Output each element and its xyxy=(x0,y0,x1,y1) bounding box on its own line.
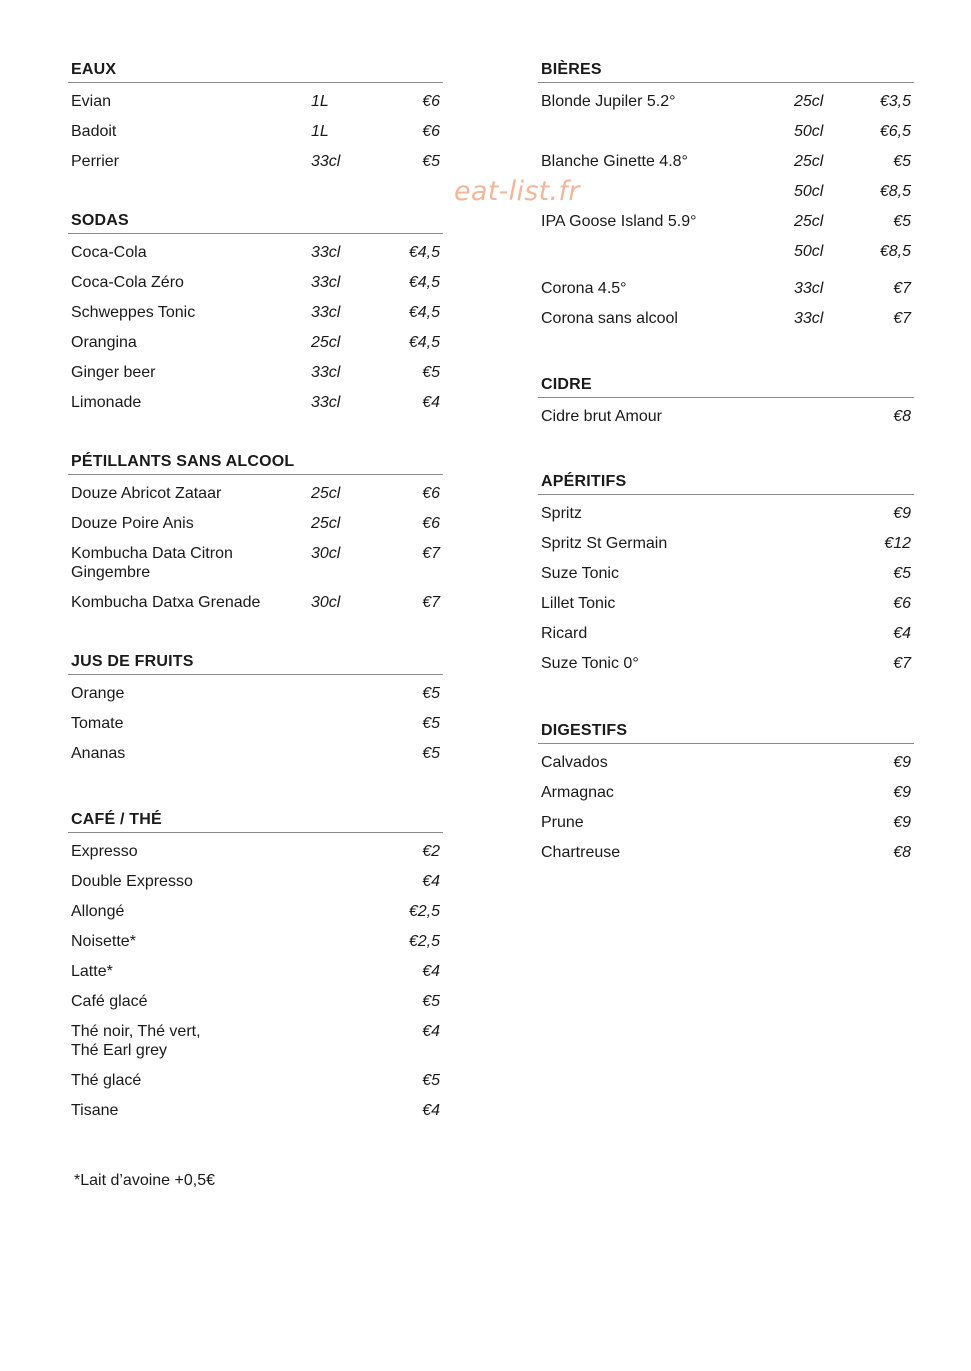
item-price: €9 xyxy=(893,784,911,801)
item-price: €4 xyxy=(893,625,911,642)
item-price: €2,5 xyxy=(408,903,440,920)
item-price: €7 xyxy=(422,594,440,611)
item-volume: 50cl xyxy=(794,183,824,200)
item-price: €4 xyxy=(422,1102,440,1119)
menu-item xyxy=(68,479,443,509)
item-name: Noisette* xyxy=(71,933,136,950)
menu-item xyxy=(538,499,914,529)
menu-item xyxy=(68,1066,443,1096)
item-price: €4 xyxy=(422,1023,440,1040)
item-volume: 33cl xyxy=(794,280,824,297)
menu-item xyxy=(538,237,914,274)
item-volume: 25cl xyxy=(311,334,341,351)
menu-item xyxy=(68,1017,443,1066)
item-price: €6 xyxy=(422,485,440,502)
item-name: Blonde Jupiler 5.2° xyxy=(541,93,676,110)
item-price: €2 xyxy=(422,843,440,860)
item-price: €7 xyxy=(893,310,911,327)
menu-item xyxy=(538,808,914,838)
menu-item xyxy=(68,987,443,1017)
item-price: €5 xyxy=(422,993,440,1010)
menu-item xyxy=(68,679,443,709)
item-price: €5 xyxy=(422,745,440,762)
section-digestifs xyxy=(538,719,914,868)
menu-item xyxy=(68,328,443,358)
menu-item xyxy=(538,304,914,334)
item-volume: 25cl xyxy=(794,213,824,230)
menu-item xyxy=(538,529,914,559)
section-cafe-the xyxy=(68,808,443,1126)
menu-item xyxy=(68,739,443,769)
item-volume: 50cl xyxy=(794,243,824,260)
item-name: Blanche Ginette 4.8° xyxy=(541,153,688,170)
menu-item xyxy=(68,897,443,927)
item-price: €5 xyxy=(893,565,911,582)
menu-item xyxy=(68,867,443,897)
item-price: €6 xyxy=(422,93,440,110)
item-price: €4 xyxy=(422,394,440,411)
item-price: €2,5 xyxy=(408,933,440,950)
item-price: €8 xyxy=(893,844,911,861)
item-name: Spritz St Germain xyxy=(541,535,668,552)
item-price: €5 xyxy=(422,685,440,702)
menu-item xyxy=(68,927,443,957)
item-name: Armagnac xyxy=(541,784,614,801)
item-price: €7 xyxy=(893,280,911,297)
section-title: CAFÉ / THÉ xyxy=(68,808,443,833)
item-name: Suze Tonic xyxy=(541,565,619,582)
item-name: Orangina xyxy=(71,334,137,351)
item-name: Limonade xyxy=(71,394,142,411)
item-volume: 1L xyxy=(311,93,329,110)
item-name: Latte* xyxy=(71,963,113,980)
item-volume: 33cl xyxy=(311,364,341,381)
item-name: Allongé xyxy=(71,903,125,920)
menu-item xyxy=(538,274,914,304)
item-volume: 50cl xyxy=(794,123,824,140)
item-name: Prune xyxy=(541,814,584,831)
item-price: €8,5 xyxy=(879,243,911,260)
menu-item xyxy=(538,177,914,207)
menu-item xyxy=(538,589,914,619)
item-name: Cidre brut Amour xyxy=(541,408,662,425)
item-volume: 33cl xyxy=(311,153,341,170)
item-volume: 33cl xyxy=(311,394,341,411)
item-name: Kombucha Datxa Grenade xyxy=(71,594,261,611)
item-name: Ricard xyxy=(541,625,588,642)
item-name: Perrier xyxy=(71,153,120,170)
item-volume: 25cl xyxy=(794,93,824,110)
menu-item xyxy=(538,87,914,117)
item-name: Evian xyxy=(71,93,112,110)
menu-item xyxy=(538,649,914,679)
item-name: Corona sans alcool xyxy=(541,310,678,327)
menu-item xyxy=(68,87,443,117)
menu-item xyxy=(68,837,443,867)
item-price: €4,5 xyxy=(408,274,440,291)
item-name: Chartreuse xyxy=(541,844,621,861)
item-volume: 25cl xyxy=(794,153,824,170)
item-volume: 33cl xyxy=(794,310,824,327)
menu-item xyxy=(68,117,443,147)
menu-item xyxy=(538,778,914,808)
item-volume: 33cl xyxy=(311,304,341,321)
item-name: Schweppes Tonic xyxy=(71,304,196,321)
item-price: €4 xyxy=(422,963,440,980)
footnote-oat-milk: *Lait d’avoine +0,5€ xyxy=(74,1172,215,1189)
section-title: PÉTILLANTS SANS ALCOOL xyxy=(68,450,443,475)
item-name: Coca-Cola xyxy=(71,244,147,261)
item-price: €5 xyxy=(422,715,440,732)
menu-item xyxy=(68,957,443,987)
section-aperitifs xyxy=(538,470,914,679)
item-name: IPA Goose Island 5.9° xyxy=(541,213,697,230)
item-name: Double Expresso xyxy=(71,873,193,890)
item-price: €6 xyxy=(422,123,440,140)
section-title: DIGESTIFS xyxy=(538,719,914,744)
item-volume: 25cl xyxy=(311,515,341,532)
item-price: €8 xyxy=(893,408,911,425)
item-price: €4 xyxy=(422,873,440,890)
item-price: €5 xyxy=(422,1072,440,1089)
section-cidre xyxy=(538,373,914,432)
menu-item xyxy=(538,207,914,237)
item-volume: 25cl xyxy=(311,485,341,502)
item-volume: 33cl xyxy=(311,274,341,291)
menu-item xyxy=(68,509,443,539)
item-price: €7 xyxy=(422,545,440,562)
item-volume: 1L xyxy=(311,123,329,140)
item-price: €7 xyxy=(893,655,911,672)
menu-item xyxy=(538,117,914,147)
menu-item xyxy=(68,238,443,268)
section-title: EAUX xyxy=(68,58,443,83)
menu-item xyxy=(68,1096,443,1126)
menu-item xyxy=(538,559,914,589)
menu-item xyxy=(538,619,914,649)
item-name: Coca-Cola Zéro xyxy=(71,274,184,291)
item-name: Ananas xyxy=(71,745,126,762)
item-price: €9 xyxy=(893,754,911,771)
item-name: Calvados xyxy=(541,754,608,771)
item-name: Tisane xyxy=(71,1102,119,1119)
watermark: eat-list.fr xyxy=(454,176,580,207)
item-price: €4,5 xyxy=(408,304,440,321)
item-volume: 30cl xyxy=(311,545,341,562)
item-price: €6 xyxy=(893,595,911,612)
menu-item xyxy=(68,388,443,418)
item-price: €9 xyxy=(893,814,911,831)
section-title: CIDRE xyxy=(538,373,914,398)
item-volume: 30cl xyxy=(311,594,341,611)
item-price: €4,5 xyxy=(408,244,440,261)
item-price: €9 xyxy=(893,505,911,522)
item-price: €5 xyxy=(893,153,911,170)
item-name: Lillet Tonic xyxy=(541,595,616,612)
item-price: €12 xyxy=(884,535,911,552)
item-price: €5 xyxy=(422,153,440,170)
item-name: Kombucha Data Citron Gingembre xyxy=(71,545,233,581)
menu-item xyxy=(68,358,443,388)
item-name: Ginger beer xyxy=(71,364,156,381)
section-eaux xyxy=(68,58,443,177)
item-name: Douze Abricot Zataar xyxy=(71,485,222,502)
item-name: Thé glacé xyxy=(71,1072,142,1089)
item-price: €5 xyxy=(893,213,911,230)
menu-item xyxy=(538,147,914,177)
section-jus-de-fruits xyxy=(68,650,443,769)
item-name: Suze Tonic 0° xyxy=(541,655,639,672)
item-name: Expresso xyxy=(71,843,138,860)
menu-item xyxy=(68,709,443,739)
item-name: Café glacé xyxy=(71,993,148,1010)
item-name: Douze Poire Anis xyxy=(71,515,194,532)
section-title: JUS DE FRUITS xyxy=(68,650,443,675)
menu-item xyxy=(538,838,914,868)
item-price: €5 xyxy=(422,364,440,381)
item-name: Spritz xyxy=(541,505,582,522)
section-bieres xyxy=(538,58,914,334)
item-name: Corona 4.5° xyxy=(541,280,627,297)
item-name: Badoit xyxy=(71,123,117,140)
section-sodas xyxy=(68,209,443,418)
menu-item xyxy=(68,268,443,298)
menu-item xyxy=(68,539,443,588)
menu-item xyxy=(538,748,914,778)
item-price: €6 xyxy=(422,515,440,532)
item-price: €4,5 xyxy=(408,334,440,351)
item-name: Orange xyxy=(71,685,125,702)
item-volume: 33cl xyxy=(311,244,341,261)
item-price: €3,5 xyxy=(879,93,911,110)
menu-item xyxy=(538,402,914,432)
section-petillants xyxy=(68,450,443,618)
menu-item xyxy=(68,588,443,618)
section-title: SODAS xyxy=(68,209,443,234)
item-name: Thé noir, Thé vert, Thé Earl grey xyxy=(71,1023,201,1059)
item-price: €8,5 xyxy=(879,183,911,200)
section-title: APÉRITIFS xyxy=(538,470,914,495)
menu-item xyxy=(68,147,443,177)
section-title: BIÈRES xyxy=(538,58,914,83)
menu-item xyxy=(68,298,443,328)
item-name: Tomate xyxy=(71,715,124,732)
item-price: €6,5 xyxy=(879,123,911,140)
